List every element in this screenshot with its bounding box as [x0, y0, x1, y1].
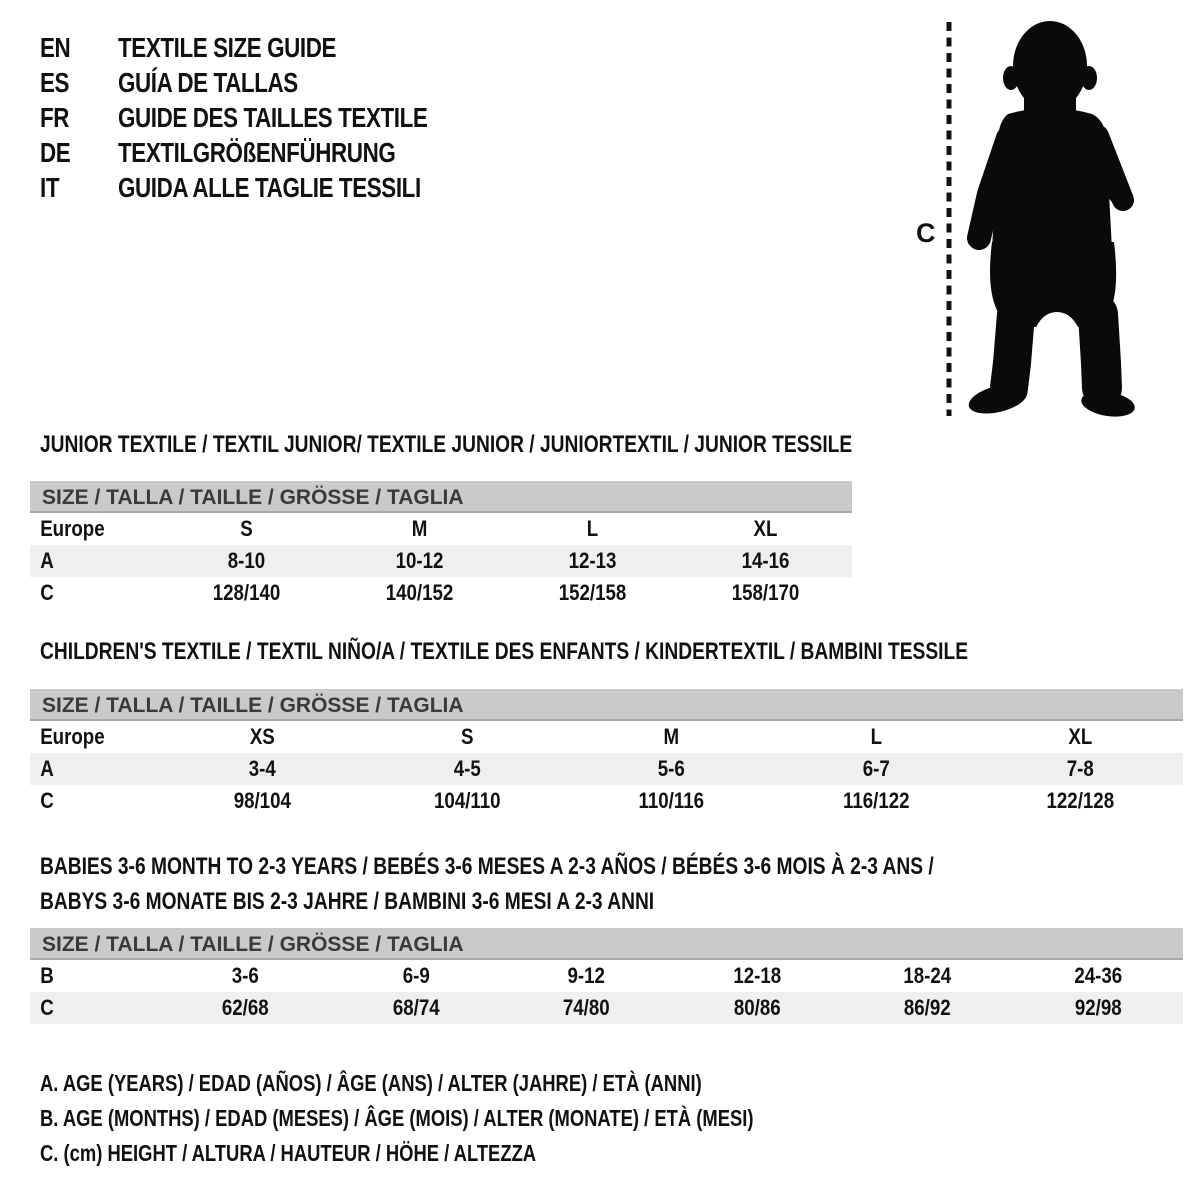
- size-value: XS: [249, 724, 275, 749]
- age-value: 4-5: [453, 756, 481, 781]
- height-value: 98/104: [233, 788, 291, 813]
- language-row: [40, 170, 505, 205]
- babies-section-title: [40, 849, 1157, 919]
- language-code: IT: [40, 172, 60, 203]
- babies-title-line2: BABYS 3-6 MONATE BIS 2-3 JAHRE / BAMBINI 3-6 MESI A 2-3 ANNI: [40, 888, 655, 915]
- size-header-label: SIZE / TALLA / TAILLE / GRÖSSE / TAGLIA: [42, 694, 464, 717]
- table-row-age: [30, 545, 852, 577]
- height-value: 80/86: [733, 995, 781, 1020]
- age-value: 3-4: [248, 756, 276, 781]
- language-row: [40, 30, 505, 65]
- size-value: S: [240, 516, 253, 541]
- language-code: ES: [40, 67, 70, 98]
- guide-title: GUIDA ALLE TAGLIE TESSILI: [118, 172, 421, 203]
- language-row: [40, 100, 505, 135]
- row-label: B: [40, 963, 54, 988]
- size-value: XL: [1068, 724, 1093, 749]
- junior-size-table: [30, 481, 852, 609]
- height-value: 116/122: [842, 788, 910, 813]
- table-row-europe: [30, 721, 1183, 753]
- size-value: XL: [753, 516, 778, 541]
- months-value: 6-9: [402, 963, 430, 988]
- size-value: M: [663, 724, 680, 749]
- height-value: 128/140: [212, 580, 281, 605]
- size-header-bar: [30, 689, 1183, 721]
- height-value: 92/98: [1074, 995, 1122, 1020]
- months-value: 9-12: [567, 963, 605, 988]
- children-section-title: CHILDREN'S TEXTILE / TEXTIL NIÑO/A / TEXTILE DES ENFANTS / KINDERTEXTIL / BAMBINI TESSILE: [40, 638, 969, 665]
- size-value: M: [411, 516, 428, 541]
- legend-line-c: C. (cm) HEIGHT / ALTURA / HAUTEUR / HÖHE / ALTEZZA: [40, 1140, 537, 1166]
- row-label: Europe: [40, 516, 105, 541]
- size-header-label: SIZE / TALLA / TAILLE / GRÖSSE / TAGLIA: [42, 933, 464, 956]
- table-row-europe: [30, 513, 852, 545]
- toddler-silhouette-image: [962, 18, 1142, 418]
- months-value: 24-36: [1073, 963, 1122, 988]
- height-value: 122/128: [1046, 788, 1115, 813]
- height-value: 74/80: [562, 995, 610, 1020]
- table-row-height: [30, 577, 852, 609]
- table-row-months: [30, 960, 1183, 992]
- height-value: 158/170: [731, 580, 800, 605]
- row-label: C: [40, 580, 54, 605]
- size-header-bar: [30, 928, 1183, 960]
- height-value: 140/152: [385, 580, 454, 605]
- height-value: 104/110: [433, 788, 501, 813]
- language-code: DE: [40, 137, 71, 168]
- size-header-bar: [30, 481, 852, 513]
- height-measure-label: C: [916, 218, 936, 248]
- months-value: 3-6: [231, 963, 259, 988]
- row-label: A: [40, 756, 54, 781]
- height-value: 110/116: [638, 788, 705, 813]
- babies-size-table: [30, 928, 1183, 1024]
- row-label: C: [40, 788, 54, 813]
- age-value: 14-16: [741, 548, 790, 573]
- row-label: A: [40, 548, 54, 573]
- age-value: 12-13: [568, 548, 617, 573]
- language-row: [40, 65, 505, 100]
- height-value: 86/92: [903, 995, 951, 1020]
- legend-line-a: A. AGE (YEARS) / EDAD (AÑOS) / ÂGE (ANS) / ALTER (JAHRE) / ETÀ (ANNI): [40, 1070, 702, 1096]
- guide-title: GUÍA DE TALLAS: [118, 67, 298, 98]
- months-value: 18-24: [903, 963, 952, 988]
- table-row-height: [30, 785, 1183, 817]
- months-value: 12-18: [732, 963, 781, 988]
- size-value: S: [460, 724, 474, 749]
- age-value: 10-12: [395, 548, 444, 573]
- height-value: 62/68: [221, 995, 269, 1020]
- measurement-legend: [40, 1066, 932, 1171]
- table-row-height: [30, 992, 1183, 1024]
- junior-section-title: JUNIOR TEXTILE / TEXTIL JUNIOR/ TEXTILE JUNIOR / JUNIORTEXTIL / JUNIOR TESSILE: [40, 431, 853, 458]
- height-value: 152/158: [558, 580, 627, 605]
- size-value: L: [870, 724, 882, 749]
- row-label: C: [40, 995, 54, 1020]
- height-value: 68/74: [392, 995, 440, 1020]
- children-size-table: [30, 689, 1183, 817]
- language-title-list: [40, 30, 505, 205]
- age-value: 6-7: [862, 756, 890, 781]
- table-row-age: [30, 753, 1183, 785]
- size-value: L: [586, 516, 599, 541]
- age-value: 7-8: [1067, 756, 1095, 781]
- language-row: [40, 135, 505, 170]
- babies-title-line1: BABIES 3-6 MONTH TO 2-3 YEARS / BEBÉS 3-6 MESES A 2-3 AÑOS / BÉBÉS 3-6 MOIS À 2-3 ANS /: [40, 853, 934, 880]
- language-code: FR: [40, 102, 70, 133]
- language-code: EN: [40, 32, 71, 63]
- age-value: 8-10: [227, 548, 266, 573]
- age-value: 5-6: [657, 756, 685, 781]
- legend-line-b: B. AGE (MONTHS) / EDAD (MESES) / ÂGE (MOIS) / ALTER (MONATE) / ETÀ (MESI): [40, 1105, 754, 1131]
- height-measure-dashed-line: [946, 20, 952, 418]
- guide-title: TEXTILGRÖßENFÜHRUNG: [118, 137, 396, 168]
- guide-title: TEXTILE SIZE GUIDE: [118, 32, 337, 63]
- row-label: Europe: [40, 724, 105, 749]
- size-header-label: SIZE / TALLA / TAILLE / GRÖSSE / TAGLIA: [42, 486, 464, 509]
- guide-title: GUIDE DES TAILLES TEXTILE: [118, 102, 428, 133]
